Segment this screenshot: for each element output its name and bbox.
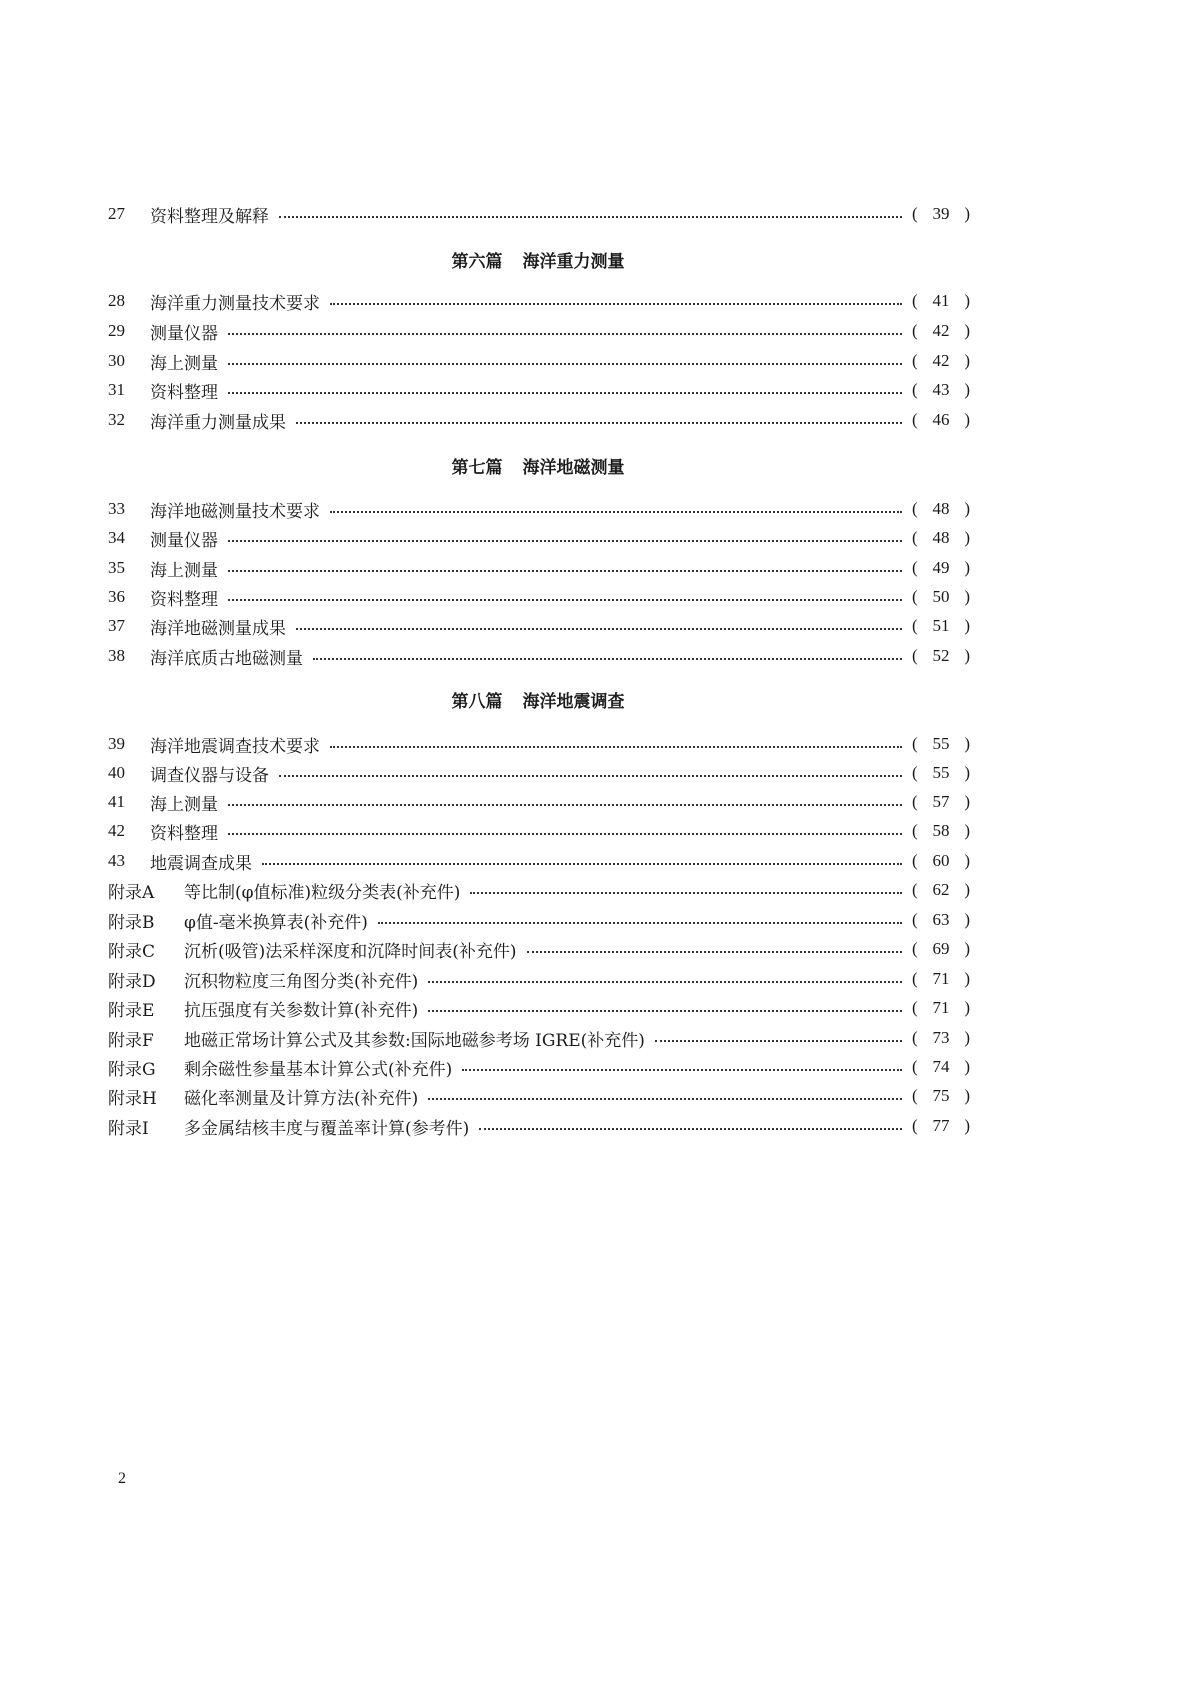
close-paren: ) — [964, 616, 970, 635]
dot-leader — [228, 333, 902, 335]
page-number-ref: 46 — [932, 410, 950, 429]
dot-leader — [228, 804, 902, 806]
appendix-label: 附录G — [108, 1059, 156, 1080]
open-paren: ( — [912, 998, 918, 1017]
entry-title: 海上测量 — [150, 353, 218, 374]
toc-entry[interactable] — [108, 996, 970, 1020]
dot-leader — [428, 1098, 902, 1100]
section-label: 第八篇 — [451, 692, 503, 712]
entry-page — [912, 616, 970, 636]
section-heading — [0, 247, 1076, 272]
close-paren: ) — [964, 1116, 970, 1135]
open-paren: ( — [912, 821, 918, 840]
entry-page — [912, 1086, 970, 1106]
dot-leader — [527, 951, 902, 953]
entry-number: 40 — [108, 763, 125, 782]
entry-page — [912, 998, 970, 1018]
toc-entry[interactable] — [108, 614, 970, 638]
close-paren: ) — [964, 291, 970, 310]
toc-entry[interactable] — [108, 967, 970, 991]
page-number-ref: 41 — [932, 291, 950, 310]
page-number-ref: 42 — [932, 351, 950, 370]
entry-title: 海上测量 — [150, 560, 218, 581]
close-paren: ) — [964, 763, 970, 782]
page-number: 2 — [118, 1470, 126, 1487]
close-paren: ) — [964, 939, 970, 958]
entry-page — [912, 351, 970, 371]
page-number-ref: 62 — [932, 880, 950, 899]
entry-title: 剩余磁性参量基本计算公式(补充件) — [184, 1059, 453, 1080]
page-number-ref: 73 — [932, 1028, 950, 1047]
close-paren: ) — [964, 499, 970, 518]
appendix-label: 附录A — [108, 882, 155, 903]
page-number-ref: 39 — [932, 204, 950, 223]
close-paren: ) — [964, 1028, 970, 1047]
open-paren: ( — [912, 939, 918, 958]
entry-title: 地震调查成果 — [150, 853, 252, 874]
open-paren: ( — [912, 587, 918, 606]
entry-title: 测量仪器 — [150, 323, 218, 344]
page-number-ref: 74 — [932, 1057, 950, 1076]
dot-leader — [479, 1128, 902, 1130]
dot-leader — [228, 599, 902, 601]
toc-entry[interactable] — [108, 497, 970, 521]
close-paren: ) — [964, 851, 970, 870]
dot-leader — [428, 1010, 902, 1012]
entry-page — [912, 1116, 970, 1136]
entry-page — [912, 880, 970, 900]
page-number-ref: 75 — [932, 1086, 950, 1105]
page-number-ref: 48 — [932, 528, 950, 547]
toc-entry[interactable] — [108, 556, 970, 580]
entry-page — [912, 910, 970, 930]
open-paren: ( — [912, 969, 918, 988]
entry-number: 32 — [108, 410, 125, 429]
section-label: 第七篇 — [451, 458, 503, 478]
close-paren: ) — [964, 646, 970, 665]
close-paren: ) — [964, 528, 970, 547]
close-paren: ) — [964, 380, 970, 399]
appendix-label: 附录F — [108, 1030, 154, 1051]
dot-leader — [228, 392, 902, 394]
dot-leader — [378, 922, 902, 924]
toc-entry[interactable] — [108, 1084, 970, 1108]
dot-leader — [279, 775, 902, 777]
dot-leader — [228, 540, 902, 542]
toc-entry[interactable] — [108, 849, 970, 873]
section-heading — [0, 453, 1076, 478]
entry-number: 43 — [108, 851, 125, 870]
appendix-label: 附录E — [108, 1000, 155, 1021]
entry-number: 41 — [108, 792, 125, 811]
close-paren: ) — [964, 998, 970, 1017]
entry-page — [912, 204, 970, 224]
open-paren: ( — [912, 204, 918, 223]
entry-number: 38 — [108, 646, 125, 665]
entry-page — [912, 558, 970, 578]
toc-entry[interactable] — [108, 526, 970, 550]
open-paren: ( — [912, 410, 918, 429]
toc-entry[interactable] — [108, 790, 970, 814]
open-paren: ( — [912, 1086, 918, 1105]
toc-entry[interactable] — [108, 908, 970, 932]
close-paren: ) — [964, 792, 970, 811]
toc-entry[interactable] — [108, 644, 970, 668]
toc-entry[interactable] — [108, 349, 970, 373]
entry-number: 29 — [108, 321, 125, 340]
close-paren: ) — [964, 734, 970, 753]
close-paren: ) — [964, 587, 970, 606]
entry-number: 28 — [108, 291, 125, 310]
close-paren: ) — [964, 204, 970, 223]
page-number-ref: 57 — [932, 792, 950, 811]
close-paren: ) — [964, 969, 970, 988]
entry-title: 沉积物粒度三角图分类(补充件) — [184, 971, 419, 992]
entry-title: 地磁正常场计算公式及其参数:国际地磁参考场 IGRE(补充件) — [184, 1030, 645, 1051]
toc-entry[interactable] — [108, 878, 970, 902]
open-paren: ( — [912, 1057, 918, 1076]
open-paren: ( — [912, 558, 918, 577]
open-paren: ( — [912, 763, 918, 782]
page-number-ref: 71 — [932, 969, 950, 988]
open-paren: ( — [912, 792, 918, 811]
close-paren: ) — [964, 410, 970, 429]
dot-leader — [228, 570, 902, 572]
appendix-label: 附录C — [108, 941, 156, 962]
toc-entry[interactable] — [108, 378, 970, 402]
section-title: 海洋地震调查 — [522, 692, 625, 712]
open-paren: ( — [912, 851, 918, 870]
entry-title: 海洋底质古地磁测量 — [150, 648, 303, 669]
toc-entry[interactable] — [108, 202, 970, 226]
dot-leader — [330, 511, 902, 513]
close-paren: ) — [964, 1057, 970, 1076]
dot-leader — [470, 892, 902, 894]
entry-number: 33 — [108, 499, 125, 518]
toc-entry[interactable] — [108, 289, 970, 313]
section-title: 海洋地磁测量 — [522, 458, 625, 478]
dot-leader — [655, 1040, 902, 1042]
page-number-ref: 48 — [932, 499, 950, 518]
page-number-ref: 71 — [932, 998, 950, 1017]
open-paren: ( — [912, 646, 918, 665]
entry-page — [912, 734, 970, 754]
open-paren: ( — [912, 910, 918, 929]
entry-title: 海洋地磁测量成果 — [150, 618, 286, 639]
open-paren: ( — [912, 351, 918, 370]
close-paren: ) — [964, 880, 970, 899]
open-paren: ( — [912, 321, 918, 340]
page-number-ref: 52 — [932, 646, 950, 665]
entry-title: 海洋重力测量技术要求 — [150, 293, 320, 314]
page-number-ref: 50 — [932, 587, 950, 606]
entry-title: 调查仪器与设备 — [150, 765, 269, 786]
dot-leader — [279, 216, 902, 218]
appendix-label: 附录I — [108, 1118, 149, 1139]
entry-page — [912, 587, 970, 607]
entry-page — [912, 792, 970, 812]
toc-entry[interactable] — [108, 819, 970, 843]
entry-title: φ值-毫米换算表(补充件) — [184, 912, 368, 933]
entry-title: 海上测量 — [150, 794, 218, 815]
entry-number: 39 — [108, 734, 125, 753]
toc-entry[interactable] — [108, 585, 970, 609]
entry-number: 27 — [108, 204, 125, 223]
entry-number: 42 — [108, 821, 125, 840]
toc-entry[interactable] — [108, 1055, 970, 1079]
appendix-label: 附录D — [108, 971, 156, 992]
entry-title: 沉析(吸管)法采样深度和沉降时间表(补充件) — [184, 941, 517, 962]
entry-page — [912, 1057, 970, 1077]
open-paren: ( — [912, 616, 918, 635]
entry-title: 等比制(φ值标准)粒级分类表(补充件) — [184, 882, 461, 903]
dot-leader — [228, 363, 902, 365]
entry-page — [912, 939, 970, 959]
appendix-label: 附录B — [108, 912, 155, 933]
open-paren: ( — [912, 528, 918, 547]
dot-leader — [313, 658, 902, 660]
toc-entry[interactable] — [108, 1026, 970, 1050]
page-number-ref: 58 — [932, 821, 950, 840]
toc-entry[interactable] — [108, 937, 970, 961]
open-paren: ( — [912, 380, 918, 399]
page-number-ref: 69 — [932, 939, 950, 958]
section-title: 海洋重力测量 — [522, 252, 625, 272]
open-paren: ( — [912, 880, 918, 899]
entry-page — [912, 821, 970, 841]
entry-page — [912, 528, 970, 548]
close-paren: ) — [964, 558, 970, 577]
dot-leader — [296, 422, 902, 424]
entry-title: 多金属结核丰度与覆盖率计算(参考件) — [184, 1118, 470, 1139]
dot-leader — [296, 628, 902, 630]
page-number-ref: 55 — [932, 734, 950, 753]
entry-title: 海洋地震调查技术要求 — [150, 736, 320, 757]
dot-leader — [462, 1069, 902, 1071]
entry-title: 磁化率测量及计算方法(补充件) — [184, 1088, 419, 1109]
entry-page — [912, 1028, 970, 1048]
entry-page — [912, 969, 970, 989]
entry-title: 海洋地磁测量技术要求 — [150, 501, 320, 522]
entry-title: 资料整理 — [150, 382, 218, 403]
toc-entry[interactable] — [108, 408, 970, 432]
entry-title: 抗压强度有关参数计算(补充件) — [184, 1000, 419, 1021]
page-number-ref: 42 — [932, 321, 950, 340]
entry-page — [912, 380, 970, 400]
open-paren: ( — [912, 734, 918, 753]
open-paren: ( — [912, 1028, 918, 1047]
page-number-ref: 55 — [932, 763, 950, 782]
dot-leader — [428, 981, 902, 983]
toc-entry[interactable] — [108, 732, 970, 756]
toc-entry[interactable] — [108, 1114, 970, 1138]
dot-leader — [228, 833, 902, 835]
dot-leader — [330, 303, 902, 305]
entry-number: 35 — [108, 558, 125, 577]
close-paren: ) — [964, 821, 970, 840]
close-paren: ) — [964, 1086, 970, 1105]
entry-number: 34 — [108, 528, 125, 547]
page-number-ref: 63 — [932, 910, 950, 929]
entry-number: 30 — [108, 351, 125, 370]
entry-page — [912, 499, 970, 519]
entry-title: 资料整理 — [150, 589, 218, 610]
entry-title: 资料整理及解释 — [150, 206, 269, 227]
toc-entry[interactable] — [108, 319, 970, 343]
page-number-ref: 43 — [932, 380, 950, 399]
page-number-ref: 77 — [932, 1116, 950, 1135]
entry-page — [912, 646, 970, 666]
page-number-ref: 51 — [932, 616, 950, 635]
open-paren: ( — [912, 499, 918, 518]
entry-title: 海洋重力测量成果 — [150, 412, 286, 433]
entry-page — [912, 410, 970, 430]
entry-page — [912, 291, 970, 311]
page-number-ref: 60 — [932, 851, 950, 870]
close-paren: ) — [964, 351, 970, 370]
entry-number: 37 — [108, 616, 125, 635]
entry-number: 36 — [108, 587, 125, 606]
page-number-ref: 49 — [932, 558, 950, 577]
open-paren: ( — [912, 291, 918, 310]
entry-page — [912, 851, 970, 871]
entry-number: 31 — [108, 380, 125, 399]
entry-page — [912, 763, 970, 783]
dot-leader — [330, 746, 902, 748]
appendix-label: 附录H — [108, 1088, 157, 1109]
close-paren: ) — [964, 321, 970, 340]
entry-page — [912, 321, 970, 341]
section-label: 第六篇 — [451, 252, 503, 272]
toc-entry[interactable] — [108, 761, 970, 785]
dot-leader — [262, 863, 902, 865]
close-paren: ) — [964, 910, 970, 929]
section-heading — [0, 687, 1076, 712]
entry-title: 测量仪器 — [150, 530, 218, 551]
open-paren: ( — [912, 1116, 918, 1135]
entry-title: 资料整理 — [150, 823, 218, 844]
